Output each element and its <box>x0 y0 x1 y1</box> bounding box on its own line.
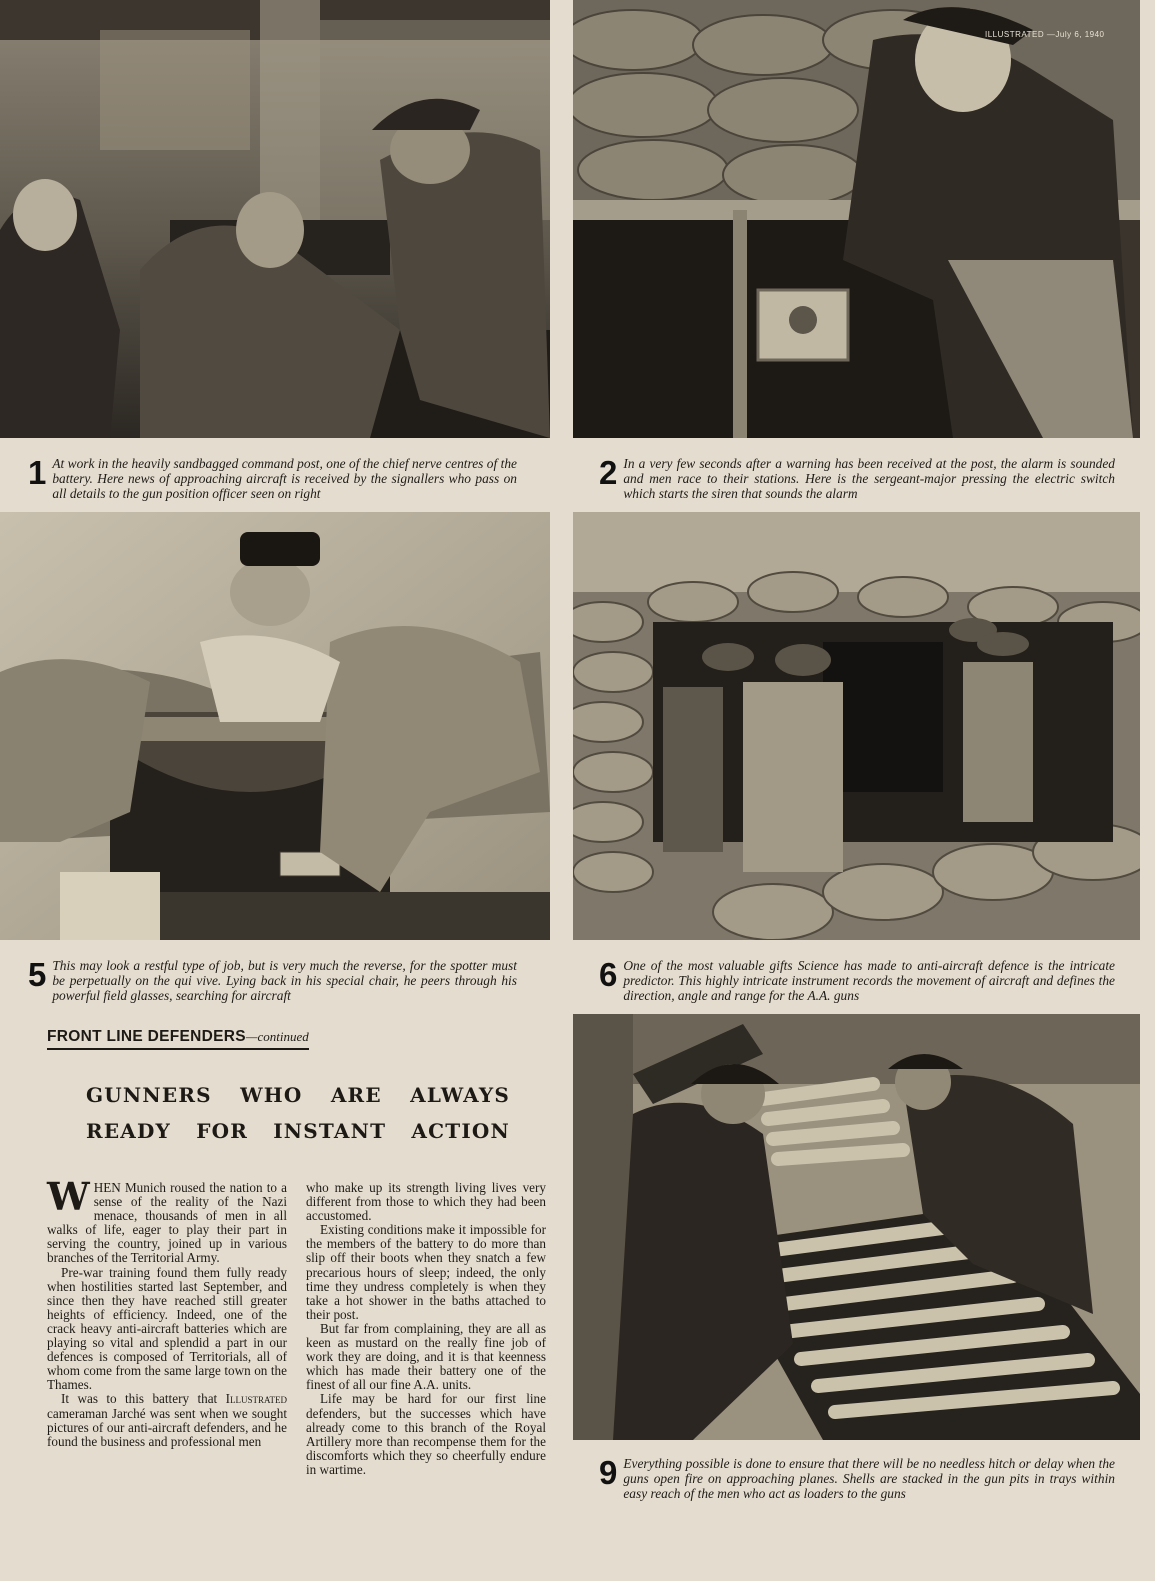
article-paragraph: Pre-war training found them fully ready when hostilities started last September, and since then they have reached still greater heights of efficiency. Indeed, one of the crack heavy anti-aircraft batteries which are playing so vital and splendid a part in our defences is composed of Territorials, all of whom come from the same large town on the Thames. <box>47 1264 287 1393</box>
article-paragraph <box>47 1392 287 1448</box>
caption-1-text: At work in the heavily sandbagged command post, one of the chief nerve centres of the battery. Here news of approaching aircraft is received by the signallers who pass on all details to the gun position officer seen on right <box>52 456 517 501</box>
caption-6-number: 6 <box>599 956 618 993</box>
caption-9-number: 9 <box>599 1454 618 1491</box>
photo-command-post <box>0 0 550 438</box>
article-text: cameraman Jarché was sent when we sought pictures of our anti-aircraft defenders, and he found the business and professional men <box>47 1405 287 1449</box>
article-text: Munich roused the nation to a sense of the reality of the Nazi menace, thousands of men in all walks of life, eager to play their part in serving the country, joined up in various branches of the Territorial Army. <box>47 1180 287 1266</box>
caption-1-number: 1 <box>28 454 47 491</box>
shell-trays-image <box>573 1014 1140 1440</box>
drop-cap: W <box>47 1174 90 1219</box>
article-paragraph <box>47 1174 287 1266</box>
caption-2-number: 2 <box>599 454 618 491</box>
caption-5 <box>28 958 517 1003</box>
photo-alarm-switch <box>573 0 1140 438</box>
article-paragraph: Life may be hard for our first line defenders, but the successes which have already come to this branch of the Royal Artillery more than recompense them for the discomforts which they so cheerfully endure in wartime. <box>306 1391 546 1477</box>
article-column-2 <box>306 1181 546 1477</box>
photo-spotter <box>0 512 550 940</box>
photo-shell-trays <box>573 1014 1140 1440</box>
caption-9-text: Everything possible is done to ensure that there will be no needless hitch or delay when the guns open fire on approaching planes. Shells are stacked in the gun pits in trays within easy reach of the men who act as loaders to the guns <box>623 1456 1115 1501</box>
article-column-1 <box>47 1174 287 1449</box>
caption-1 <box>28 456 517 501</box>
spotter-image <box>0 512 550 940</box>
headline-line-1: GUNNERS WHO ARE ALWAYS <box>86 1083 510 1107</box>
alarm-switch-image <box>573 0 1140 438</box>
article-text: It was to this battery that <box>61 1391 218 1407</box>
photo-predictor <box>573 512 1140 940</box>
caption-2 <box>599 456 1115 501</box>
lead-word: HEN <box>93 1180 121 1195</box>
headline-line-2: READY FOR INSTANT ACTION <box>86 1119 510 1143</box>
command-post-image <box>0 0 550 438</box>
caption-6-text: One of the most valuable gifts Science has made to anti-aircraft defence is the intricate predictor. This highly intricate instrument records the movement of aircraft and defines the direction, angle and range for the A.A. guns <box>623 958 1115 1003</box>
section-title: FRONT LINE DEFENDERS <box>47 1028 246 1045</box>
caption-9 <box>599 1456 1115 1501</box>
masthead-date: ILLUSTRATED —July 6, 1940 <box>985 30 1105 39</box>
article-paragraph: who make up its strength living lives very different from those to which they had been accustomed. <box>306 1180 546 1224</box>
caption-6 <box>599 958 1115 1003</box>
caption-2-text: In a very few seconds after a warning has been received at the post, the alarm is sounded and men race to their stations. Here is the sergeant-major pressing the electric switch which starts the siren that sounds the alarm <box>623 456 1115 501</box>
magazine-name: Illustrated <box>225 1391 287 1407</box>
article-paragraph: But far from complaining, they are all as keen as mustard on the really fine job of work they are doing, and it is that keenness which has made their battery one of the finest of all our fine A.A. units. <box>306 1320 546 1393</box>
article-paragraph: Existing conditions make it impossible for the members of the battery to do more than slip off their boots when they snatch a few precarious hours of sleep; indeed, the only time they undress completely is when they take a hot shower in the baths attached to their post. <box>306 1222 546 1322</box>
caption-5-number: 5 <box>28 956 47 993</box>
caption-5-text: This may look a restful type of job, but is very much the reverse, for the spotter must be perpetually on the qui vive. Lying back in his special chair, he peers through his powerful field glasses, searching for aircraft <box>52 958 517 1003</box>
section-suffix: —continued <box>245 1029 309 1044</box>
section-label <box>47 1028 309 1050</box>
predictor-image <box>573 512 1140 940</box>
